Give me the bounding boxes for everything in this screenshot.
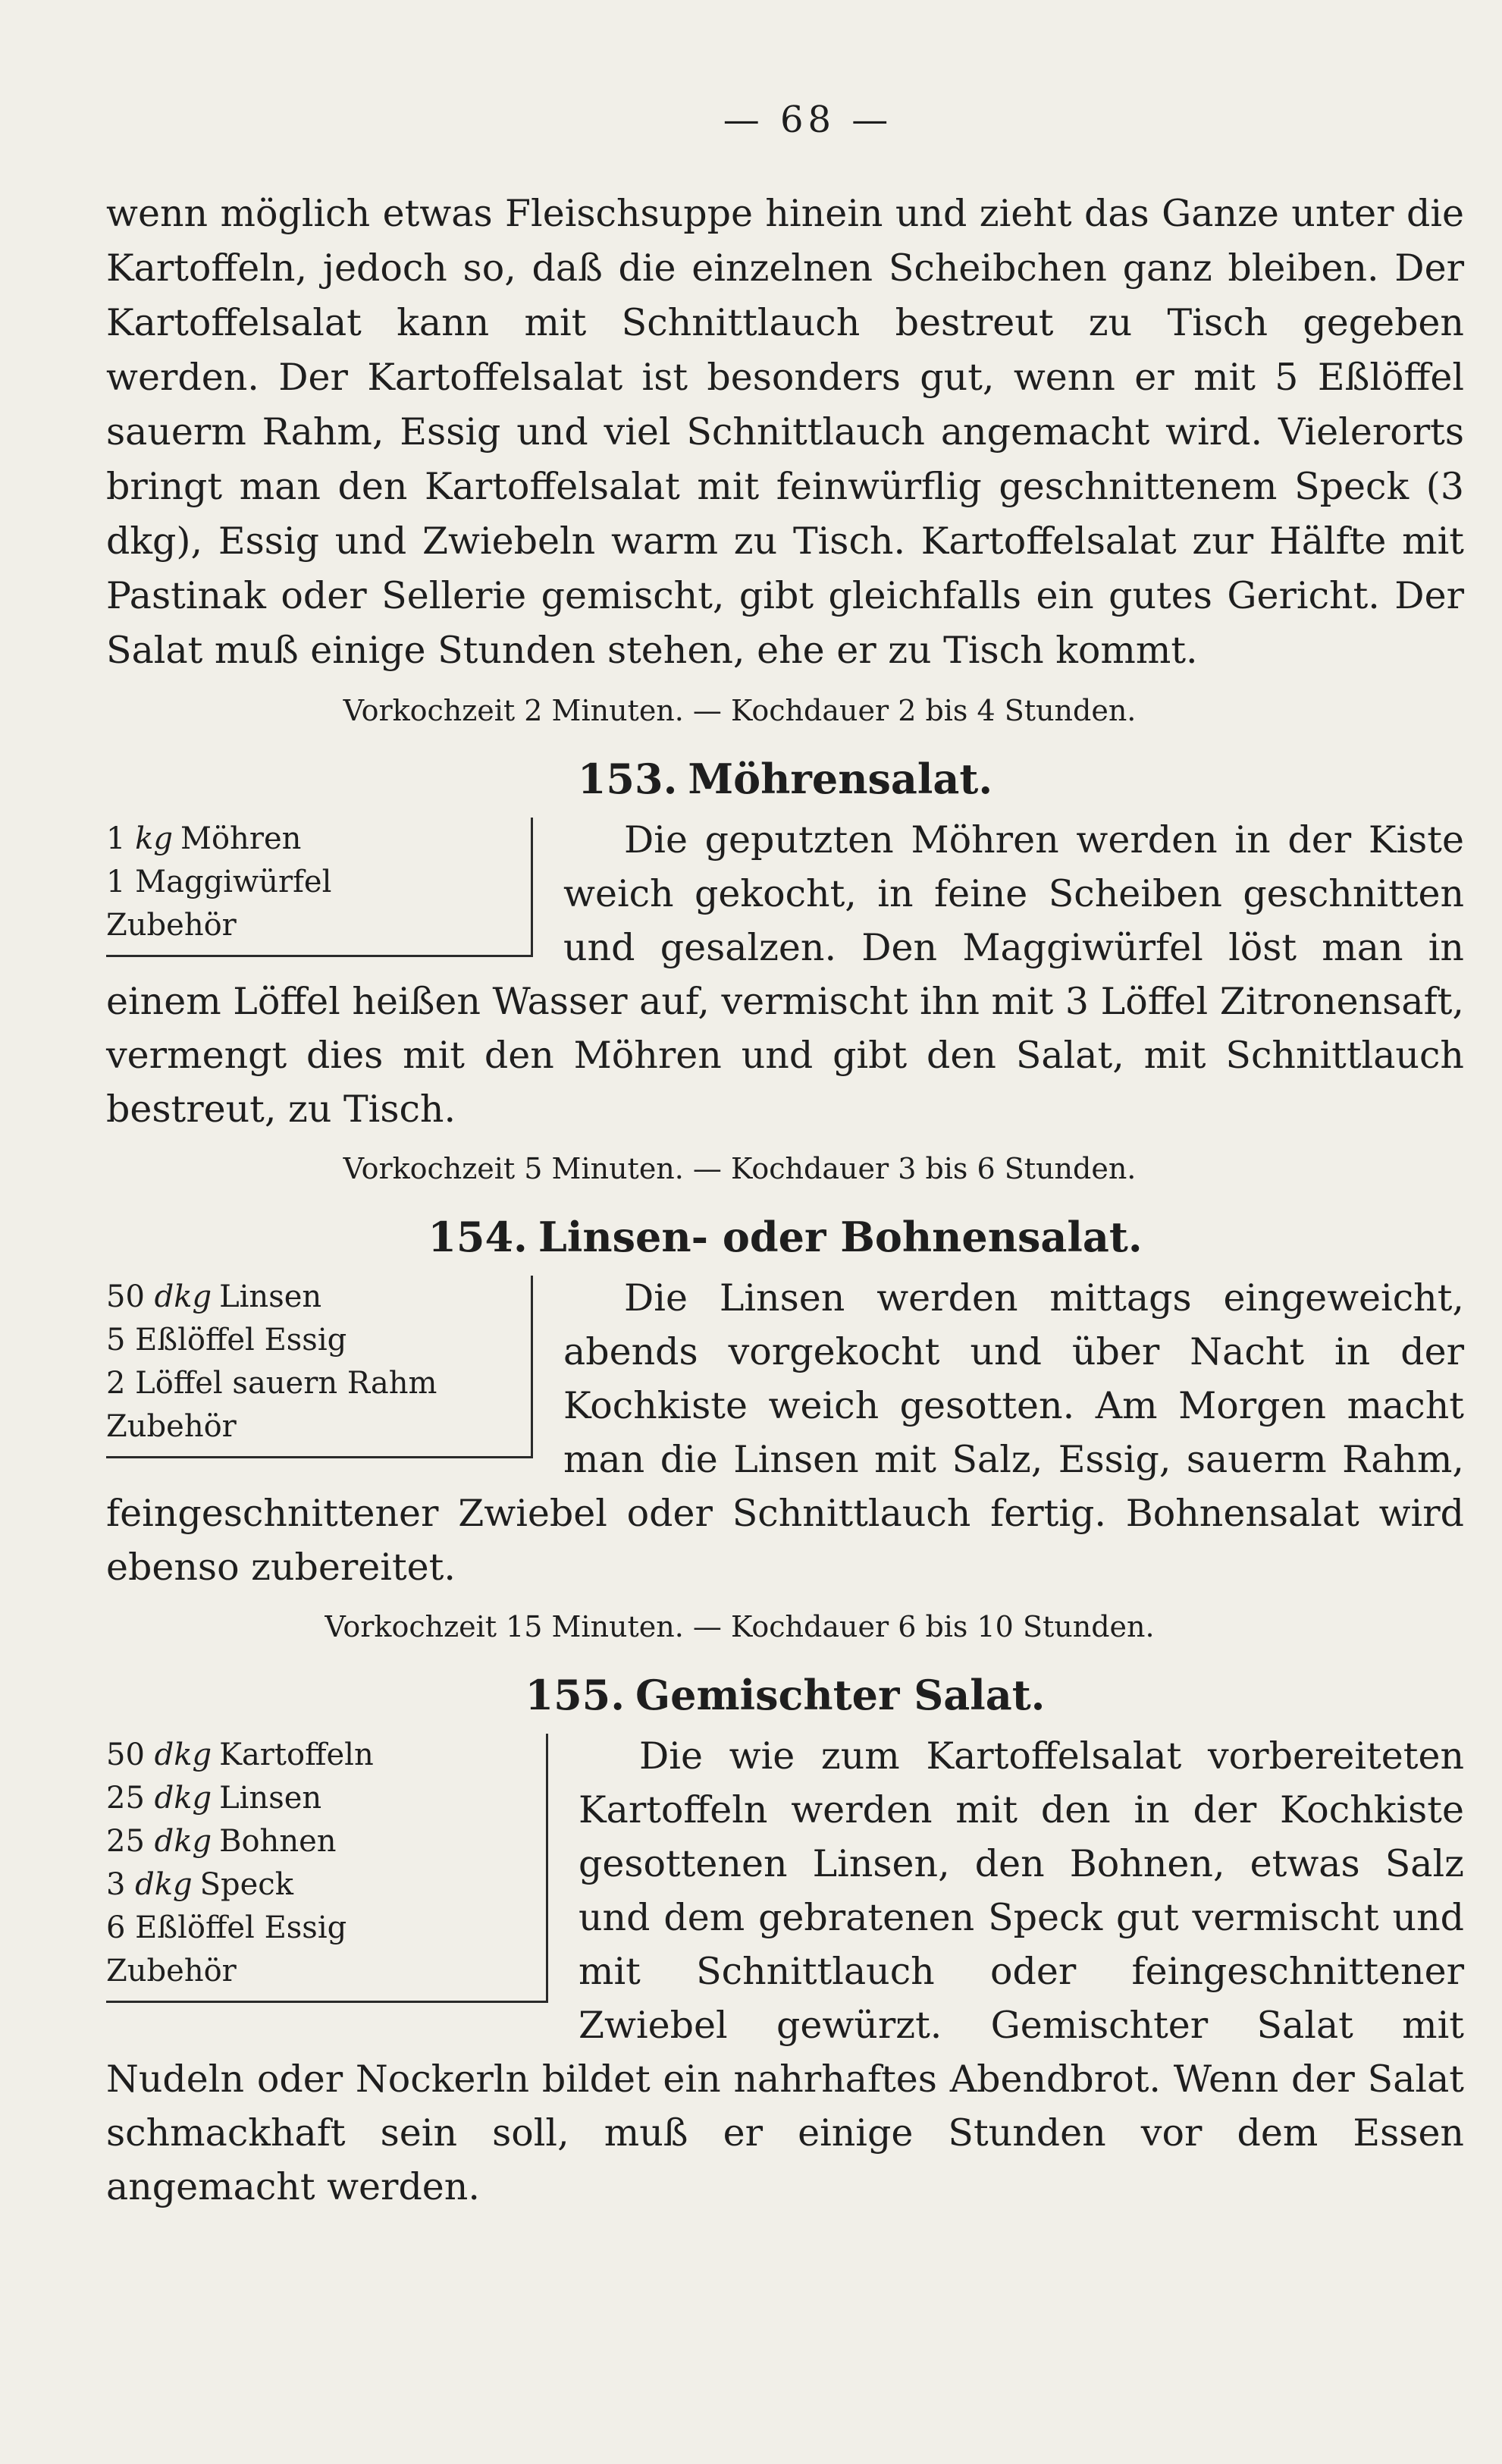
ingredient-box: [106, 818, 533, 957]
recipe-times: Vorkochzeit 15 Minuten. — Kochdauer 6 bis 10 Stunden.: [325, 1610, 1155, 1643]
ingredient-unit: dkg: [154, 1824, 212, 1859]
ingredient-qty: 50: [106, 1279, 145, 1314]
ingredient-qty: 2: [106, 1366, 126, 1401]
ingredient-qty: 25: [106, 1781, 145, 1816]
ingredient-name: Speck: [199, 1867, 293, 1902]
ingredient-name: Bohnen: [219, 1824, 337, 1859]
recipe-times: Vorkochzeit 5 Minuten. — Kochdauer 3 bis 6 Stunden.: [343, 1152, 1137, 1185]
recipe-153: [106, 752, 1464, 1188]
ingredient-qty: 1: [106, 865, 126, 899]
ingredient-name: Zubehör: [106, 1409, 237, 1444]
ingredient-qty: 1: [106, 821, 126, 856]
ingredient-box: [106, 1734, 548, 2003]
recipe-number: 153.: [577, 755, 678, 803]
recipe-name: Gemischter Salat.: [635, 1671, 1046, 1719]
ingredient-row: [106, 1777, 546, 1820]
recipe-number: 155.: [525, 1671, 626, 1719]
recipe-title: [106, 752, 1464, 805]
ingredient-unit: kg: [135, 821, 174, 856]
ingredient-unit: dkg: [135, 1867, 193, 1902]
ingredient-name: Löffel sauern Rahm: [135, 1366, 437, 1401]
ingredient-qty: 3: [106, 1867, 126, 1902]
ingredient-unit: dkg: [154, 1279, 212, 1314]
ingredient-name: Zubehör: [106, 908, 237, 943]
intro-paragraph: wenn möglich etwas Fleischsuppe hinein und zieht das Ganze unter die Kartoffeln, jedoch so, daß die einzelnen Scheibchen ganz bleiben. Der Kartoffelsalat kann mit Schnittlauch bestreut zu Tisch gegeben werden. Der Kartoffelsalat ist besonders gut, wenn er mit 5 Eßlöffel sauerm Rahm, Essig und viel Schnittlauch angemacht wird. Vielerorts bringt man den Kartoffelsalat mit feinwürflig geschnittenem Speck (3 dkg), Essig und Zwiebeln warm zu Tisch. Kartoffelsalat zur Hälfte mit Pastinak oder Sellerie gemischt, gibt gleichfalls ein gutes Gericht. Der Salat muß einige Stunden stehen, ehe er zu Tisch kommt.: [106, 192, 1464, 672]
ingredient-row: [106, 1276, 531, 1319]
ingredient-qty: 50: [106, 1737, 145, 1772]
recipe-text: Die wie zum Kartoffelsalat vorbereiteten Kartoffeln werden mit den in der Kochkiste gesottenen Linsen, den Bohnen, etwas Salz und dem gebratenen Speck gut vermischt und mit Schnittlauch oder feingeschnittener Zwiebel gewürzt. Gemischter Salat mit Nudeln oder Nockerln bildet ein nahrhaftes Abendbrot. Wenn der Salat schmackhaft sein soll, muß er einige Stunden vor dem Essen angemacht werden.: [106, 1734, 1464, 2208]
ingredient-name: Eßlöffel Essig: [135, 1323, 347, 1358]
ingredient-qty: 5: [106, 1323, 126, 1358]
ingredient-row: [106, 1863, 546, 1907]
ingredient-row: [106, 1405, 531, 1449]
recipe-155: [106, 1668, 1464, 2214]
ingredient-row: [106, 1907, 546, 1950]
ingredient-qty: 25: [106, 1824, 145, 1859]
ingredient-unit: dkg: [154, 1737, 212, 1772]
recipe-text: Die Linsen werden mittags eingeweicht, abends vorgekocht und über Nacht in der Kochkiste weich gesotten. Am Morgen macht man die Linsen mit Salz, Essig, sauerm Rahm, feingeschnittener Zwiebel oder Schnittlauch fertig. Bohnensalat wird ebenso zubereitet.: [106, 1276, 1464, 1589]
ingredient-box: [106, 1276, 533, 1458]
intro-times: Vorkochzeit 2 Minuten. — Kochdauer 2 bis 4 Stunden.: [343, 694, 1137, 727]
ingredient-name: Kartoffeln: [219, 1737, 374, 1772]
recipe-title: [106, 1668, 1464, 1722]
ingredient-name: Zubehör: [106, 1954, 237, 1988]
ingredient-name: Linsen: [219, 1279, 322, 1314]
ingredient-name: Möhren: [180, 821, 302, 856]
recipe-title: [106, 1210, 1464, 1263]
recipe-name: Möhrensalat.: [688, 755, 993, 803]
recipe-name: Linsen- oder Bohnensalat.: [538, 1213, 1143, 1261]
ingredient-row: [106, 904, 531, 947]
ingredient-qty: 6: [106, 1910, 126, 1945]
page-number: — 68 —: [723, 99, 893, 141]
ingredient-row: [106, 861, 531, 904]
ingredient-name: Eßlöffel Essig: [135, 1910, 347, 1945]
ingredient-name: Linsen: [219, 1781, 322, 1816]
ingredient-unit: dkg: [154, 1781, 212, 1816]
recipe-text: Die geputzten Möhren werden in der Kiste weich gekocht, in feine Scheiben geschnitten und gesalzen. Den Maggiwürfel löst man in einem Löffel heißen Wasser auf, vermischt ihn mit 3 Löffel Zitronensaft, vermengt dies mit den Möhren und gibt den Salat, mit Schnittlauch bestreut, zu Tisch.: [106, 818, 1464, 1131]
ingredient-row: [106, 1362, 531, 1405]
ingredient-row: [106, 1820, 546, 1863]
ingredient-row: [106, 818, 531, 861]
recipe-154: [106, 1210, 1464, 1646]
ingredient-row: [106, 1734, 546, 1777]
recipe-number: 154.: [428, 1213, 528, 1261]
ingredient-row: [106, 1950, 546, 1993]
ingredient-row: [106, 1319, 531, 1362]
ingredient-name: Maggiwürfel: [135, 865, 332, 899]
